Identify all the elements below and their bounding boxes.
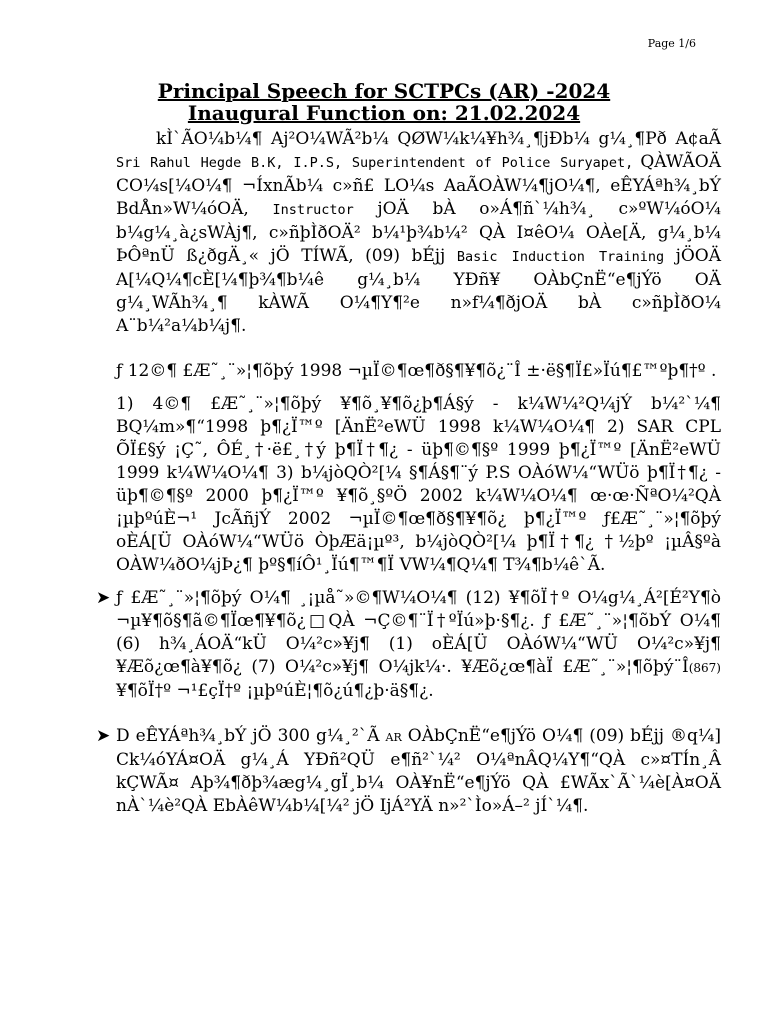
english-run: Sri Rahul Hegde B.K, I.P.S, Superintendent of Police Suryapet, [116,155,634,171]
text-run: ƒ £Æ˜¸¨»¦¶õþý O¼¶ ¸¡µå˜»©¶W¼O¼¶ (12) ¥¶õÏ†º O¼g¼¸Á²[É²Y¶ò ¬µ¥¶õ§¶ã©¶Ïœ¶¥¶õ¿□QÀ ¬Ç©¶¨Ï†ºÏú»þ·§¶¿. ƒ £Æ˜¸¨»¦¶õbÝ O¼¶ (6) h¾¸ÁOÄ“kÜ O¼²c»¥j¶ (1) oÈÁ[Ü OÀóW¼“WÜ O¼²c»¥j¶ ¥Æõ¿œ¶à¥¶õ¿ (7) O¼²c»¥j¶ O¼jk¼·. ¥Æõ¿œ¶àÏ £Æ˜¸¨»¦¶õþý¨Î [116,588,721,677]
bullet-paragraph [96,725,721,818]
paragraph-timeline: 1) 4©¶ £Æ˜¸¨»¦¶õþý ¥¶õ¸¥¶õ¿þ¶Á§ý - k¼W¼²Q¼jÝ b¼²`¼¶ BQ¼m»¶“1998 þ¶¿Ï™º [ÄnË²eWÜ 1998 k¼W¼O¼¶ 2) SAR CPL ÕÏ£§ý ¡Ç˜, ÔÉ¸†·ë£¸†ý þ¶Ï†¶¿ - üþ¶©¶§º 1999 þ¶¿Ï™º [ÄnË²eWÜ 1999 k¼W¼O¼¶ 3) b¼jòQÒ²[¼ §¶Á§¶¨ý P.S OÀóW¼“WÜö þ¶Ï†¶¿ - üþ¶©¶§º 2000 þ¶¿Ï™º ¥¶õ¸§ºÖ 2002 k¼W¼O¼¶ œ·œ·ÑªO¼²QÀ ¡µþºúÈ¬¹ JcÃñjÝ 2002 ¬µÏ©¶œ¶ð§¶¥¶õ¿ þ¶¿Ï™º ƒ£Æ˜¸¨»¦¶õþý oÈÁ[Ü OÀóW¼“WÜö ÒþÆä¡µº³, b¼jòQÒ²[¼ þ¶Ï†¶¿ †½þº ¡µÂ§ºà OÀW¼ðO¼jÞ¿¶ þº§¶íÔ¹¸Ïú¶™¶Ï VW¼¶Q¼¶ T¾¶b¼ê`Ã. [116,394,721,575]
text-run: QÀWÃOÄ CO¼s[¼O¼¶ ¬ÍxnÃb¼ c»ñ£ LO¼s AaÃOÀW¼¶jO¼¶, eÊYÁªh¾¸bÝ BdÅn»W¼óOÄ, [116,152,721,219]
page-number: Page 1/6 [647,37,696,50]
document-title: Principal Speech for SCTPCs (AR) -2024 [157,79,611,103]
small-number: (867) [688,661,721,675]
spacer [116,703,721,725]
english-run: Instructor [272,202,354,218]
text-run: OÀbÇnË“e¶jÝö O¼¶ (09) bÉjj ®q¼] Ck¼óYÁ¤OÄ g¼¸Á YÐñ²QÜ e¶ñ²`¼² O¼ªnÂQ¼Y¶“QÀ c»¤TÍn¸Â kÇWÃ¤ Aþ¾¶ðþ¾æg¼¸gÏ¸b¼ OÀ¥nË“e¶jÝö QÀ £WÃx`Ã`¼è[À¤OÄ nÀ`¼è²QÀ EbÀêW¼b¼[¼² jÖ IjÁ²YÄ n»²`Ìo»Á–² jÍ`¼¶. [116,726,721,816]
document-subtitle: Inaugural Function on: 21.02.2024 [187,101,581,125]
arrow-bullet-icon: ➤ [96,726,111,746]
text-run: kÌ`ÃO¼b¼¶ Aj²O¼WÃ²b¼ QØW¼k¼¥h¾¸¶jÐb¼ g¼¸¶Pð A¢aÃ [156,129,721,149]
bullet-paragraph [96,587,721,703]
text-run: D eÊYÁªh¾¸bÝ jÖ 300 g¼¸²`Ã [116,726,386,746]
english-run: Basic Induction Training [456,249,665,265]
paragraph-history: ƒ 12©¶ £Æ˜¸¨»¦¶õþý 1998 ¬µÏ©¶œ¶ð§¶¥¶õ¿¨Î ±·ë§¶Ï£»Ïú¶£™ºþ¶†º . [116,361,717,381]
text-run: ¥¶õÏ†º ¬¹£çÏ†º ¡µþºúÈ¦¶õ¿ú¶¿þ·ä§¶¿. [116,681,434,701]
paragraph-welcome [116,128,721,338]
arrow-bullet-icon: ➤ [96,588,111,608]
title-block [0,80,768,124]
small-abbrev: AR [385,731,402,744]
speech-body [96,128,721,818]
spacer [116,338,721,360]
text-run: jÖOÄ A[¼Q¼¶cÈ[¼¶þ¾¶b¼ê g¼¸b¼ YÐñ¥ OÀbÇnË“e¶jÝö OÄ g¼¸WÃh¾¸¶ kÀWÃ O¼¶Y¶²e n»f¼¶ðjOÄ bÀ c»ñþÌðO¼ A¨b¼²a¼b¼j¶. [116,246,721,336]
text-run: jOÄ bÀ o»Á¶ñ`¼h¾¸ c»ºW¼óO¼ b¼g¼¸à¿sWÀj¶, c»ñþÌðOÄ² b¼¹þ¾b¼² QÀ I¤êO¼ OÀe[Ä, g¼¸b¼ ÞÔªnÜ ß¿ðgÄ¸« jÖ TÍWÃ, (09) bÉjj [116,199,721,266]
